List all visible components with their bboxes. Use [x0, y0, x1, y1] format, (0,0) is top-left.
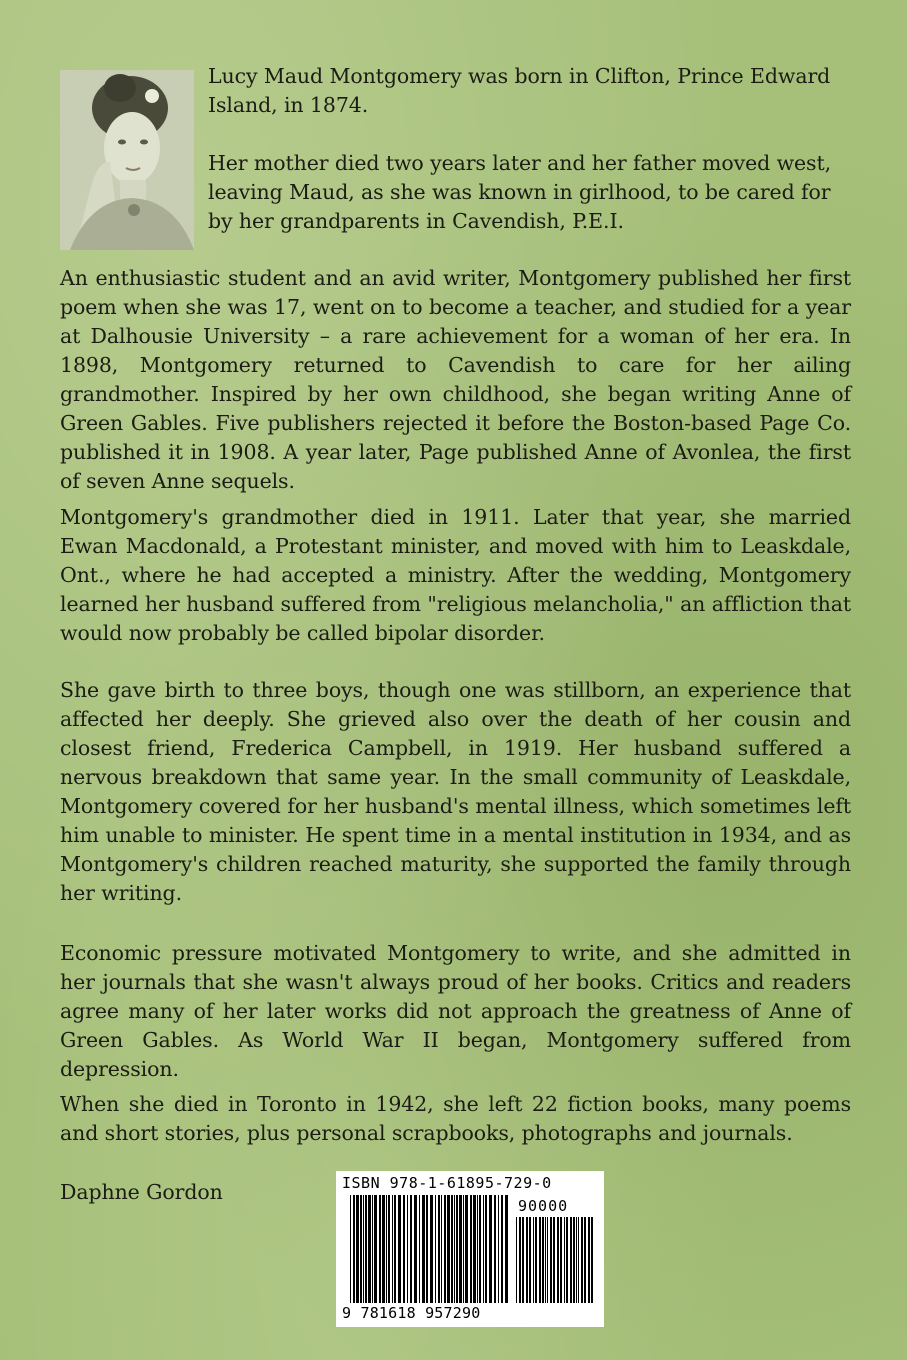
paragraph-text: An enthusiastic student and an avid writer, Montgomery published her first poem when she was 17, went on to become a teacher, and studied for a year at Dalhousie University – a rare achievement for a woman of her era. In 1898, Montgomery returned to Cavendish to care for her ailing grandmother. Inspired by her own childhood, she began writing Anne of Green Gables. Five publishers rejected it before the Boston-based Page Co. published it in 1908. A year later, Page published Anne of Avonlea, the first of seven Anne sequels.: [60, 266, 851, 493]
paragraph-text: She gave birth to three boys, though one was stillborn, an experience that affected her deeply. She grieved also over the death of her cousin and closest friend, Frederica Campbell, in 1919. Her husband suffered a nervous breakdown that same year. In the small community of Leaskdale, Montgomery covered for her husband's mental illness, which sometimes left him unable to minister. He spent time in a mental institution in 1934, and as Montgomery's children reached maturity, she supported the family through her writing.: [60, 678, 851, 905]
paragraph-text: Montgomery's grandmother died in 1911. Later that year, she married Ewan Macdonald, a Protestant minister, and moved with him to Leaskdale, Ont., where he had accepted a ministry. After the wedding, Montgomery learned her husband suffered from "religious melancholia," an affliction that would now probably be called bipolar disorder.: [60, 505, 851, 645]
ean-barcode-bars: [350, 1195, 510, 1303]
isbn-label: ISBN 978-1-61895-729-0: [342, 1174, 552, 1192]
intro-text: [208, 62, 851, 265]
body-paragraph: [60, 939, 851, 1084]
body-paragraph: [60, 264, 851, 496]
paragraph-text: When she died in Toronto in 1942, she left 22 fiction books, many poems and short stories, plus personal scrapbooks, photographs and journals.: [60, 1092, 851, 1145]
paragraph-text: Economic pressure motivated Montgomery to write, and she admitted in her journals that she wasn't always proud of her books. Critics and readers agree many of her later works did not approach the greatness of Anne of Green Gables. As World War II began, Montgomery suffered from depression.: [60, 941, 851, 1081]
addon-barcode-bars: [516, 1217, 594, 1303]
intro-paragraph-childhood: Her mother died two years later and her father moved west, leaving Maud, as she was known in girlhood, to be cared for by her grandparents in Cavendish, P.E.I.: [208, 151, 832, 233]
intro-paragraph-birth: Lucy Maud Montgomery was born in Clifton, Prince Edward Island, in 1874.: [208, 64, 831, 117]
body-paragraph: [60, 503, 851, 648]
body-paragraph: [60, 1090, 851, 1148]
isbn-barcode: [336, 1171, 604, 1327]
ean-digits-label: 9 781618 957290: [342, 1304, 481, 1322]
body-paragraph: [60, 676, 851, 908]
price-code-label: 90000: [518, 1197, 569, 1215]
author-signature: Daphne Gordon: [60, 1180, 223, 1204]
author-portrait-photo: [60, 70, 194, 250]
